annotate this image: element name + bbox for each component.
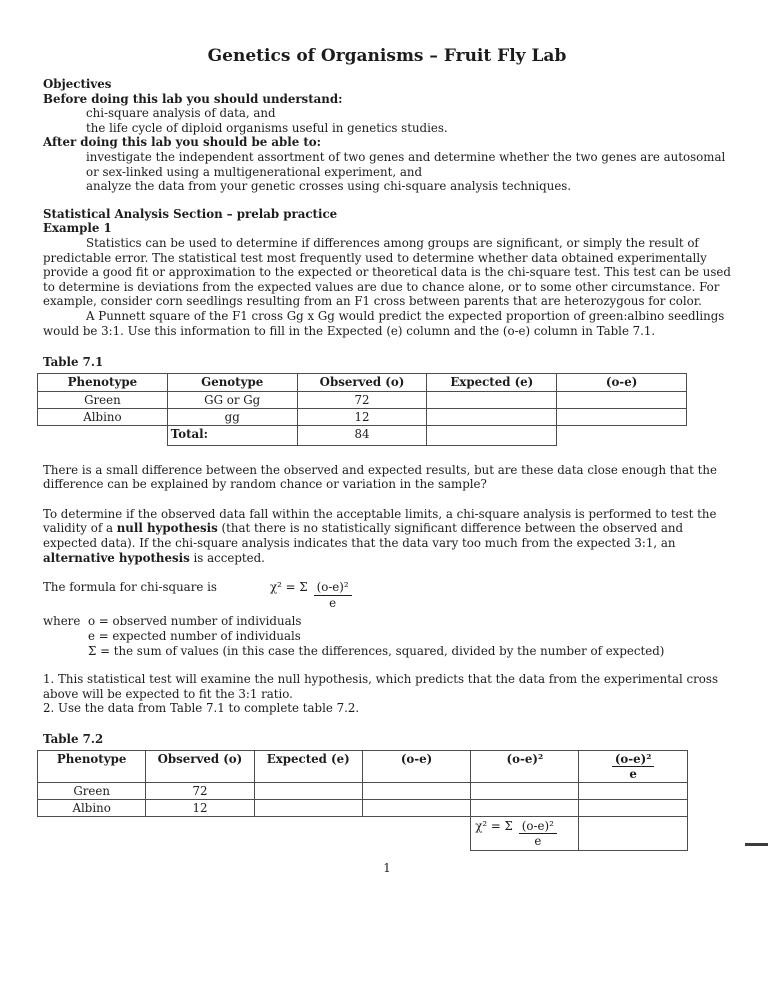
- page-title: Genetics of Organisms – Fruit Fly Lab: [207, 46, 567, 66]
- paragraph-punnett: A Punnett square of the F1 cross Gg x Gg would predict the expected proportion of green:albino seedlings would be 3:1. Use this information to fill in the Expected (e) column and the (o-e) column in Table 7.1.: [43, 308, 725, 338]
- column-header-phenotype: Phenotype: [38, 373, 168, 391]
- column-header-o-minus-e: (o-e): [362, 750, 470, 782]
- cell-chi-square-formula: [471, 816, 579, 850]
- chi-formula-fraction: [519, 819, 557, 848]
- formula-denominator: e: [329, 595, 337, 610]
- formula-intro: The formula for chi-square is: [43, 580, 217, 595]
- formula-fraction: [314, 580, 352, 610]
- cell-observed: 72: [146, 782, 254, 799]
- alternative-hypothesis-term: alternative hypothesis: [43, 550, 190, 565]
- table-72: [37, 750, 688, 851]
- column-header-expected: Expected (e): [427, 373, 557, 391]
- cell-observed: 12: [297, 408, 427, 425]
- paragraph-text: (that there is no statistically significant difference between the observed and expected data). If the chi-square analysis indicates that the data vary too much from the expected 3:1, an: [43, 521, 684, 551]
- cell-observed: 12: [146, 799, 254, 816]
- cell-expected-blank: [427, 391, 557, 408]
- cell-phenotype: Albino: [38, 408, 168, 425]
- cell-o-minus-e-squared-over-e-blank: [579, 782, 687, 799]
- cell-phenotype: Green: [38, 391, 168, 408]
- instruction-item-2: 2. Use the data from Table 7.1 to complete table 7.2.: [43, 701, 360, 716]
- column-header-observed: Observed (o): [297, 373, 427, 391]
- chi-formula-denominator: e: [534, 833, 542, 848]
- where-item: Σ = the sum of values (in this case the differences, squared, divided by the number of expected): [88, 643, 665, 658]
- cell-o-minus-e-blank: [557, 391, 687, 408]
- cell-phenotype: Albino: [38, 799, 146, 816]
- column-header-o-minus-e-squared-over-e: [579, 750, 687, 782]
- cell-empty: [146, 816, 254, 850]
- objectives-heading: Objectives: [43, 77, 112, 91]
- chi-formula-lhs: χ² = Σ: [475, 818, 513, 833]
- header-fraction-denominator: e: [629, 766, 637, 781]
- instruction-item-1: 1. This statistical test will examine the null hypothesis, which predicts that the data from the experimental cross above will be expected to fit the 3:1 ratio.: [43, 672, 719, 701]
- column-header-genotype: Genotype: [167, 373, 297, 391]
- cell-total-observed: 84: [297, 425, 427, 445]
- cell-total-label: Total:: [167, 425, 297, 445]
- table-row-green: [38, 391, 687, 408]
- page-number: 1: [383, 860, 391, 875]
- header-fraction: [612, 752, 655, 781]
- right-margin-mark: [745, 843, 768, 846]
- cell-expected-blank: [427, 408, 557, 425]
- table-row-green: [38, 782, 688, 799]
- cell-total-expected-blank: [427, 425, 557, 445]
- paragraph-small-difference: There is a small difference between the observed and expected results, but are these data close enough that the difference can be explained by random chance or variation in the sample?: [43, 462, 717, 492]
- cell-empty: [38, 425, 168, 445]
- cell-expected-blank: [254, 799, 362, 816]
- table-row-chi-square: [38, 816, 688, 850]
- chi-formula-numerator: (o-e)²: [519, 819, 557, 834]
- cell-phenotype: Green: [38, 782, 146, 799]
- table-72-caption: Table 7.2: [43, 732, 104, 746]
- table-row-albino: [38, 799, 688, 816]
- paragraph-hypothesis: [43, 507, 731, 565]
- column-header-o-minus-e-squared: (o-e)²: [471, 750, 579, 782]
- objectives-after-heading: After doing this lab you should be able to:: [43, 135, 321, 150]
- column-header-phenotype: Phenotype: [38, 750, 146, 782]
- table-row-header: [38, 750, 688, 782]
- section-heading: Statistical Analysis Section – prelab practice: [43, 206, 338, 221]
- table-row-albino: [38, 408, 687, 425]
- formula-numerator: (o-e)²: [314, 580, 352, 596]
- cell-empty: [557, 425, 687, 445]
- cell-chi-square-result-blank: [579, 816, 687, 850]
- column-header-observed: Observed (o): [146, 750, 254, 782]
- example-heading: Example 1: [43, 221, 112, 236]
- cell-genotype: GG or Gg: [167, 391, 297, 408]
- cell-empty: [254, 816, 362, 850]
- cell-o-minus-e-blank: [362, 799, 470, 816]
- cell-o-minus-e-blank: [557, 408, 687, 425]
- objective-item: analyze the data from your genetic crosses using chi-square analysis techniques.: [86, 179, 572, 194]
- where-label: where: [43, 614, 81, 629]
- cell-o-minus-e-squared-blank: [471, 782, 579, 799]
- null-hypothesis-term: null hypothesis: [116, 521, 218, 536]
- cell-genotype: gg: [167, 408, 297, 425]
- chi-square-formula: [43, 580, 731, 610]
- table-71-caption: Table 7.1: [43, 355, 104, 370]
- where-item: o = observed number of individuals: [88, 614, 302, 629]
- cell-observed: 72: [297, 391, 427, 408]
- objective-item: chi-square analysis of data, and: [86, 106, 276, 121]
- objective-item: the life cycle of diploid organisms useful in genetics studies.: [86, 120, 448, 135]
- chi-square-cell-formula: [475, 819, 574, 848]
- cell-o-minus-e-squared-over-e-blank: [579, 799, 687, 816]
- where-item: e = expected number of individuals: [88, 629, 301, 644]
- objective-item: investigate the independent assortment of two genes and determine whether the two genes are autosomal or sex-linked using a multigenerational experiment, and: [86, 149, 726, 179]
- cell-o-minus-e-blank: [362, 782, 470, 799]
- cell-expected-blank: [254, 782, 362, 799]
- paragraph-text: is accepted.: [189, 550, 265, 565]
- page-content: [43, 0, 731, 875]
- paragraph-text: To determine if the observed data fall within the acceptable limits, a chi-square analysis is performed to test the validity of a: [43, 506, 717, 536]
- where-line: [43, 614, 731, 629]
- paragraph-statistics: Statistics can be used to determine if differences among groups are significant, or simply the result of predictable error. The statistical test most frequently used to determine whether data obtained experimentally provide a good fit or approximation to the expected or theoretical data is the chi-square test. This test can be used to determine is deviations from the expected values are due to chance alone, or to some other circumstance. For example, consider corn seedlings resulting from an F1 cross between parents that are heterozygous for color.: [43, 235, 731, 309]
- header-fraction-numerator: (o-e)²: [612, 752, 655, 767]
- cell-o-minus-e-squared-blank: [471, 799, 579, 816]
- formula-lhs: χ² = Σ: [270, 580, 308, 595]
- column-header-o-minus-e: (o-e): [557, 373, 687, 391]
- table-row-total: [38, 425, 687, 445]
- table-row-header: [38, 373, 687, 391]
- cell-empty: [362, 816, 470, 850]
- objectives-before-heading: Before doing this lab you should understand:: [43, 91, 343, 106]
- table-71: [37, 373, 687, 446]
- cell-empty: [38, 816, 146, 850]
- column-header-expected: Expected (e): [254, 750, 362, 782]
